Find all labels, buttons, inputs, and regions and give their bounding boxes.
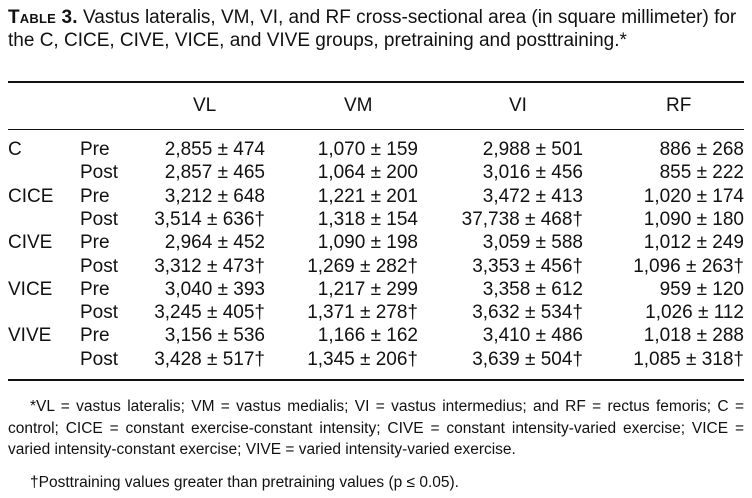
- cell-vi: 3,353 ± 456†: [472, 255, 583, 277]
- cell-phase: Post: [80, 348, 119, 370]
- cell-phase: Pre: [80, 325, 110, 347]
- cell-rf: 1,020 ± 174: [643, 185, 744, 207]
- cell-rf: 1,018 ± 288: [643, 325, 744, 347]
- column-header-vm: VM: [344, 95, 373, 116]
- cell-phase: Post: [80, 162, 119, 184]
- table-caption-text: Vastus lateralis, VM, VI, and RF cross-sectional area (in square millimeter) for the C, CICE, CIVE, VICE, and VIVE groups, pretraining and posttraining.*: [8, 7, 737, 51]
- cell-rf: 1,026 ± 112: [645, 302, 744, 324]
- cell-vl: 3,428 ± 517†: [154, 348, 265, 370]
- cell-rf: 1,012 ± 249: [643, 232, 744, 254]
- column-header-vl: VL: [193, 95, 217, 116]
- cell-vl: 2,855 ± 474: [164, 139, 265, 160]
- column-header-rf: RF: [666, 95, 692, 116]
- cell-vl: 2,964 ± 452: [164, 232, 265, 254]
- cell-group: C: [8, 139, 22, 160]
- table-label: Table 3.: [8, 7, 78, 28]
- cell-group: VICE: [8, 278, 53, 300]
- cell-vl: 3,156 ± 536: [164, 325, 265, 347]
- cell-vi: 3,639 ± 504†: [472, 348, 583, 370]
- cell-vm: 1,064 ± 200: [317, 162, 418, 184]
- cell-vl: 3,514 ± 636†: [154, 208, 265, 230]
- cell-group: CIVE: [8, 232, 53, 254]
- cell-vi: 3,016 ± 456: [482, 162, 583, 184]
- cell-vl: 3,312 ± 473†: [154, 255, 265, 277]
- cell-rf: 1,096 ± 263†: [633, 255, 744, 277]
- cell-phase: Post: [80, 208, 119, 230]
- cell-vi: 3,632 ± 534†: [472, 302, 583, 324]
- cell-vm: 1,221 ± 201: [317, 185, 418, 207]
- cell-vm: 1,090 ± 198: [317, 232, 418, 254]
- cell-vl: 3,212 ± 648: [164, 185, 265, 207]
- cell-vi: 3,410 ± 486: [482, 325, 583, 347]
- cell-group: VIVE: [8, 325, 52, 347]
- cell-phase: Post: [80, 255, 119, 277]
- footnote-abbreviations: *VL = vastus lateralis; VM = vastus medialis; VI = vastus intermedius; and RF = rectus femoris; C = control; CICE = constant exercise-constant intensity; CIVE = constant intensity-varied exercise; VICE = varied intensity-constant exercise; VIVE = varied intensity-varied exercise.: [8, 398, 744, 458]
- cell-vi: 3,472 ± 413: [482, 185, 583, 207]
- cell-vm: 1,166 ± 162: [317, 325, 418, 347]
- cell-vi: 3,059 ± 588: [482, 232, 583, 254]
- cell-vm: 1,269 ± 282†: [307, 255, 418, 277]
- cell-phase: Post: [80, 302, 119, 324]
- cell-vl: 2,857 ± 465: [164, 162, 265, 184]
- cell-vi: 2,988 ± 501: [482, 139, 583, 160]
- cell-phase: Pre: [80, 185, 110, 207]
- cell-vm: 1,217 ± 299: [317, 278, 418, 300]
- cell-vm: 1,070 ± 159: [317, 139, 418, 160]
- cell-phase: Pre: [80, 232, 110, 254]
- cell-rf: 855 ± 222: [659, 162, 744, 184]
- cell-rf: 886 ± 268: [659, 139, 744, 160]
- cell-group: CICE: [8, 185, 54, 207]
- cell-rf: 1,090 ± 180: [643, 208, 744, 230]
- bottom-rule: [8, 379, 744, 381]
- cell-phase: Pre: [80, 278, 110, 300]
- header-rule: [8, 129, 744, 130]
- cell-vm: 1,318 ± 154: [317, 208, 418, 230]
- cell-phase: Pre: [80, 139, 110, 160]
- top-rule: [8, 81, 744, 83]
- cell-vm: 1,371 ± 278†: [307, 302, 418, 324]
- cell-vm: 1,345 ± 206†: [307, 348, 418, 370]
- cell-vi: 3,358 ± 612: [482, 278, 583, 300]
- cell-rf: 1,085 ± 318†: [633, 348, 744, 370]
- cell-rf: 959 ± 120: [659, 278, 744, 300]
- cell-vl: 3,245 ± 405†: [154, 302, 265, 324]
- cell-vi: 37,738 ± 468†: [461, 208, 583, 230]
- footnote-significance: †Posttraining values greater than pretraining values (p ≤ 0.05).: [30, 474, 459, 491]
- column-header-vi: VI: [509, 95, 527, 116]
- cell-vl: 3,040 ± 393: [164, 278, 265, 300]
- table-caption: [8, 6, 744, 52]
